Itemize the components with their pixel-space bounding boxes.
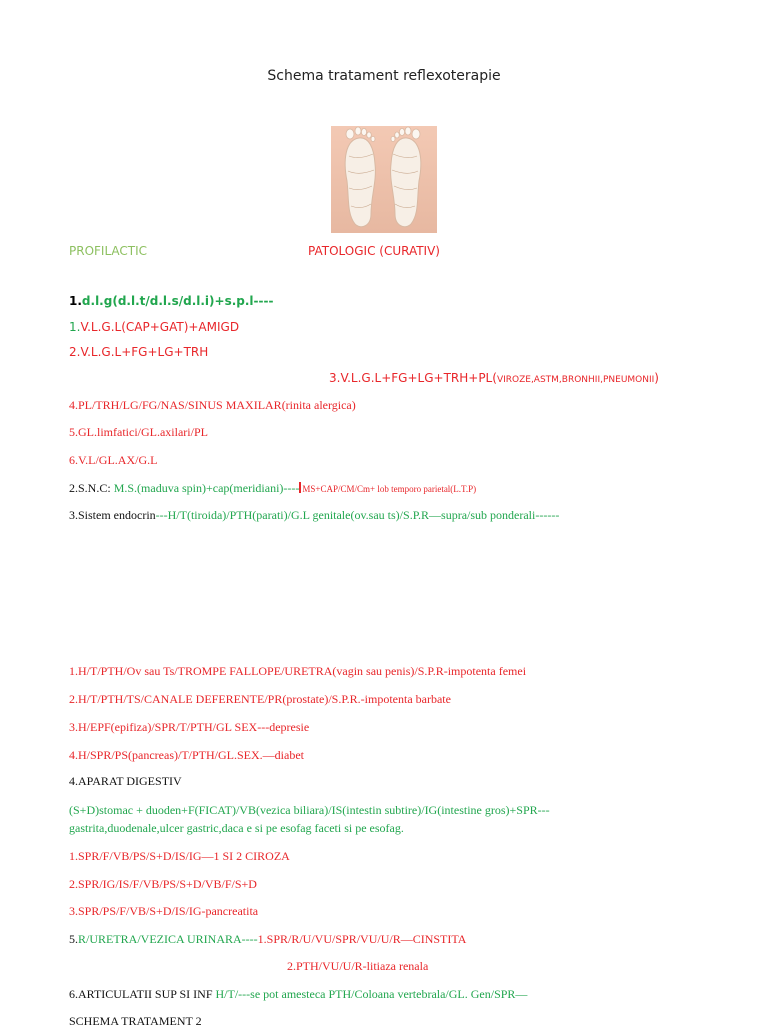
line-vlgl-3-close: ) — [654, 371, 659, 385]
line-vlgl-1 — [69, 319, 239, 335]
line-vlgl-1-number: 1. — [69, 320, 81, 334]
line-urinar-cistita: 1.SPR/R/U/VU/SPR/VU/U/R—CINSTITA — [257, 932, 467, 946]
line-articulatii-label: 6.ARTICULATII SUP SI INF — [69, 987, 216, 1001]
line-digestiv-2: gastrita,duodenale,ulcer gastric,daca e si pe esofag faceti si pe esofag. — [69, 821, 404, 835]
line-snc-label: 2.S.N.C: — [69, 481, 114, 495]
line-vlgl-3-note: VIROZE,ASTM,BRONHII,PNEUMONII — [496, 375, 655, 385]
line-axilari: 6.V.L/GL.AX/G.L — [69, 453, 158, 467]
line-dlg-text: d.l.g(d.l.t/d.l.s/d.l.i)+s.p.l---- — [81, 294, 274, 308]
line-limfatici: 5.GL.limfatici/GL.axilari/PL — [69, 425, 208, 439]
line-digestiv-1: (S+D)stomac + duoden+F(FICAT)/VB(vezica biliara)/IS(intestin subtire)/IG(intestine gros)+SPR--- — [69, 803, 550, 817]
line-urinar-text: R/URETRA/VEZICA URINARA---- — [78, 932, 258, 946]
line-dlg — [69, 293, 273, 309]
line-urinar-number: 5. — [69, 932, 78, 946]
line-endocrin-label: 3.Sistem endocrin — [69, 508, 156, 522]
line-vlgl-1-text: V.L.G.L(CAP+GAT)+AMIGD — [80, 320, 240, 334]
line-articulatii-text: H/T/---se pot amesteca PTH/Coloana vertebrala/GL. Gen/SPR— — [215, 987, 528, 1001]
line-endocrin — [69, 507, 559, 523]
line-depresie: 3.H/EPF(epifiza)/SPR/T/PTH/GL SEX---depresie — [69, 720, 310, 734]
line-endocrin-text: ---H/T(tiroida)/PTH(parati)/G.L genitale(ov.sau ts)/S.P.R—supra/sub ponderali------ — [155, 508, 560, 522]
document-title: Schema tratament reflexoterapie — [267, 68, 501, 84]
line-digestiv-3: 2.SPR/IG/IS/F/VB/PS/S+D/VB/F/S+D — [69, 877, 257, 891]
line-impotenta-femei: 1.H/T/PTH/Ov sau Ts/TROMPE FALLOPE/URETRA(vagin sau penis)/S.P.R-impotenta femei — [69, 664, 527, 678]
line-impotenta-barbate: 2.H/T/PTH/TS/CANALE DEFERENTE/PR(prostate)/S.P.R.-impotenta barbate — [69, 692, 451, 706]
feet-reflexology-image — [331, 126, 437, 233]
patologic-label: PATOLOGIC (CURATIV) — [308, 244, 440, 258]
line-snc-text: M.S.(maduva spin)+cap(meridiani)---- — [113, 481, 300, 495]
line-dlg-number: 1. — [69, 294, 82, 308]
profilactic-label: PROFILACTIC — [69, 244, 148, 258]
section-digestiv: 4.APARAT DIGESTIV — [69, 774, 182, 788]
line-schema-2: SCHEMA TRATAMENT 2 — [69, 1014, 202, 1028]
line-urinar — [69, 931, 466, 947]
line-articulatii — [69, 986, 527, 1002]
line-rinita: 4.PL/TRH/LG/FG/NAS/SINUS MAXILAR(rinita alergica) — [69, 398, 356, 412]
line-pancreatita: 3.SPR/PS/F/VB/S+D/IS/IG-pancreatita — [69, 904, 259, 918]
line-vlgl-2: 2.V.L.G.L+FG+LG+TRH — [69, 345, 209, 359]
line-ciroza: 1.SPR/F/VB/PS/S+D/IS/IG—1 SI 2 CIROZA — [69, 849, 290, 863]
line-diabet: 4.H/SPR/PS(pancreas)/T/PTH/GL.SEX.—diabet — [69, 748, 304, 762]
line-snc-note: MS+CAP/CM/Cm+ lob temporo parietal(L.T.P) — [302, 484, 477, 494]
line-vlgl-3-text: 3.V.L.G.L+FG+LG+TRH+PL( — [329, 371, 497, 385]
line-litiaza: 2.PTH/VU/U/R-litiaza renala — [287, 959, 429, 973]
line-snc — [69, 480, 476, 497]
line-vlgl-3 — [329, 370, 659, 388]
